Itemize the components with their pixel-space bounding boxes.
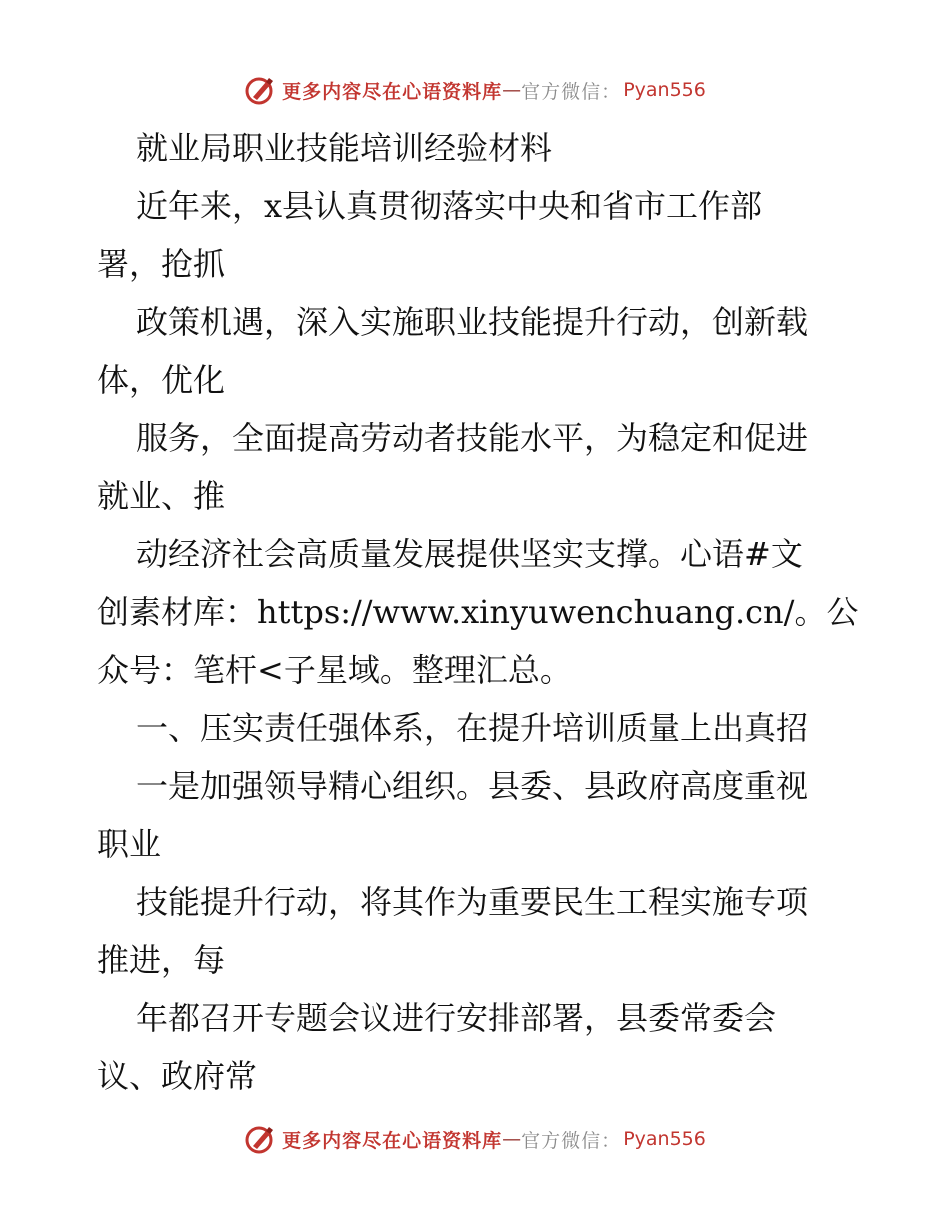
- paragraph-line: 年都召开专题会议进行安排部署，县委常委会: [136, 999, 777, 1037]
- banner-dash: —: [502, 79, 522, 101]
- paragraph-line: 议、政府常: [97, 1057, 258, 1095]
- footer-watermark: [0, 1119, 950, 1159]
- paragraph-line: 署，抢抓: [97, 245, 226, 283]
- paragraph-line: 一是加强领导精心组织。县委、县政府高度重视: [136, 767, 809, 805]
- paragraph-line: 技能提升行动，将其作为重要民生工程实施专项: [136, 883, 809, 921]
- paragraph-line: 动经济社会高质量发展提供坚实支撑。心语#文: [136, 535, 803, 573]
- paragraph-line: 服务，全面提高劳动者技能水平，为稳定和促进: [136, 419, 809, 457]
- banner-dash: —: [502, 1128, 522, 1150]
- paragraph-line: 职业: [97, 825, 162, 863]
- banner-main-text: 更多内容尽在心语资料库: [282, 80, 503, 103]
- section-heading: 一、压实责任强体系，在提升培训质量上出真招: [136, 709, 809, 747]
- paragraph-line: 就业、推: [97, 477, 226, 515]
- banner-main-text: 更多内容尽在心语资料库: [282, 1129, 503, 1152]
- paragraph-line: 政策机遇，深入实施职业技能提升行动，创新载: [136, 303, 809, 341]
- paragraph-line: 近年来，x县认真贯彻落实中央和省市工作部: [136, 187, 763, 225]
- document-title: 就业局职业技能培训经验材料: [136, 129, 553, 167]
- paragraph-line: 创素材库：https://www.xinyuwenchuang.cn/。公: [97, 593, 859, 631]
- banner-official-label: 官方微信：: [521, 80, 622, 103]
- paragraph-line: 推进，每: [97, 941, 226, 979]
- paragraph-line: 众号：笔杆<子星域。整理汇总。: [97, 651, 572, 689]
- pen-logo-icon: [244, 1123, 276, 1155]
- paragraph-line: 体，优化: [97, 361, 226, 399]
- banner-official-label: 官方微信：: [521, 1129, 622, 1152]
- banner-wechat-id: Pyan556: [623, 79, 706, 101]
- banner-wechat-id: Pyan556: [623, 1128, 706, 1150]
